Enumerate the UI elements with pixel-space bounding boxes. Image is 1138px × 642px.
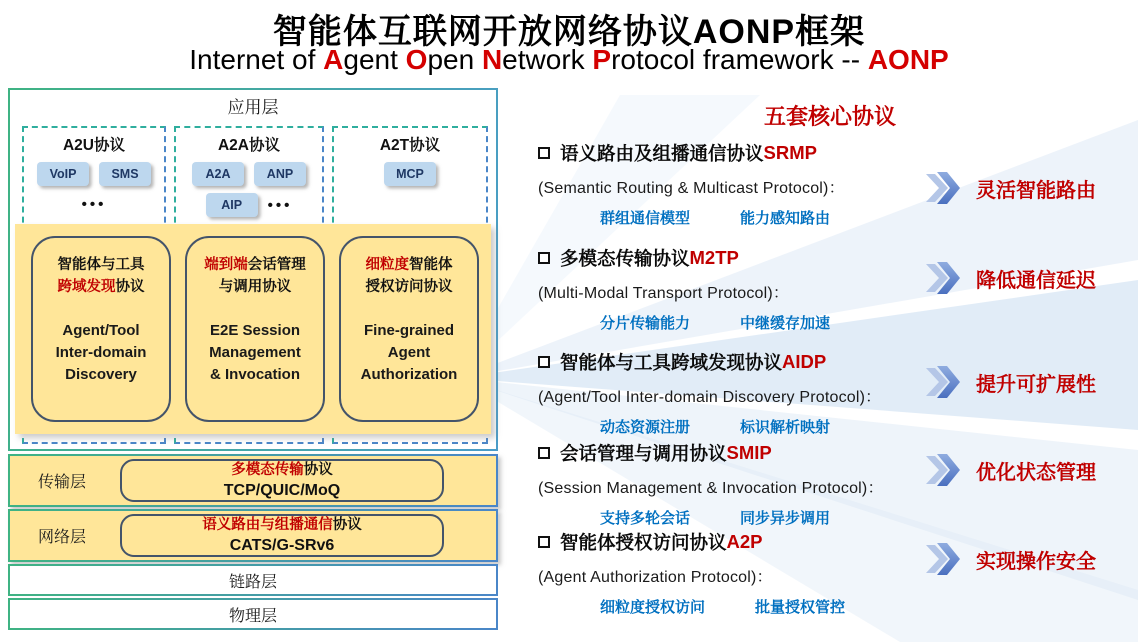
column-title: A2A协议 — [217, 137, 280, 154]
en-line: E2E Session — [209, 322, 301, 339]
item-english: (Multi-Modal Transport Protocol)： — [538, 285, 790, 302]
item-tag: 分片传输能力 — [600, 315, 691, 332]
link-layer-row — [8, 564, 498, 596]
benefit-label: 优化状态管理 — [976, 461, 1096, 484]
physical-layer-row — [8, 598, 498, 630]
item-tag: 中继缓存加速 — [740, 315, 831, 332]
layer-label: 网络层 — [38, 529, 87, 546]
double-chevron-icon — [926, 366, 960, 398]
item-english: (Session Management & Invocation Protocol)： — [538, 480, 884, 497]
item-english: (Agent Authorization Protocol)： — [538, 569, 773, 586]
outcome-smip — [926, 454, 1096, 486]
square-bullet-icon — [538, 147, 550, 159]
protocol-tech: TCP/QUIC/MoQ — [223, 482, 341, 499]
item-tag: 标识解析映射 — [740, 419, 831, 436]
zh-text-red: 跨域发现 — [57, 279, 116, 295]
column-title: A2U协议 — [62, 137, 125, 154]
protocol-chip: AIP — [206, 193, 258, 217]
ellipsis-icon: ••• — [81, 196, 107, 213]
benefit-label: 实现操作安全 — [976, 550, 1096, 573]
item-tag: 细粒度授权访问 — [600, 599, 706, 616]
benefit-label: 灵活智能路由 — [976, 179, 1096, 202]
item-tag: 批量授权管控 — [755, 599, 846, 616]
en-line: Authorization — [360, 366, 458, 383]
subtitle-segment-red: P — [592, 44, 612, 75]
subtitle-segment: rotocol framework -- — [611, 44, 868, 75]
subtitle-segment-red: A — [323, 44, 344, 75]
item-tags — [600, 416, 938, 437]
en-line: Discovery — [65, 366, 137, 383]
application-layer-box — [8, 88, 498, 451]
en-line: & Invocation — [209, 366, 300, 383]
outcome-srmp — [926, 172, 1096, 204]
item-english: (Agent/Tool Inter-domain Discovery Protocol)： — [538, 389, 882, 406]
subtitle-segment: pen — [427, 44, 482, 75]
item-title — [538, 349, 938, 375]
item-title — [538, 245, 938, 271]
ellipsis-icon: ••• — [267, 196, 293, 214]
protocol-name-red: 多模态传输 — [231, 462, 304, 478]
chip-row — [192, 162, 306, 186]
item-tag: 支持多轮会话 — [600, 510, 691, 527]
protocol-box-zh — [204, 254, 306, 298]
subtitle-segment: gent — [343, 44, 406, 75]
layer-label: 物理层 — [228, 607, 277, 625]
protocol-box-en — [361, 320, 458, 386]
item-tag: 同步异步调用 — [740, 510, 831, 527]
item-tags — [600, 312, 938, 333]
protocol-chip: ANP — [254, 162, 306, 186]
zh-text: 与调用协议 — [218, 279, 292, 295]
item-tags — [600, 207, 938, 228]
item-title-zh: 会话管理与调用协议 — [560, 443, 727, 464]
network-layer-row — [8, 509, 498, 562]
protocol-item-a2p — [538, 529, 938, 617]
square-bullet-icon — [538, 356, 550, 368]
item-tag: 群组通信模型 — [600, 210, 691, 227]
zh-text: 会话管理 — [247, 257, 306, 273]
network-protocol-box — [120, 514, 444, 557]
item-title-zh: 智能体授权访问协议 — [560, 532, 727, 553]
chip-row — [206, 193, 293, 217]
protocol-name-suffix: 协议 — [332, 517, 362, 533]
protocol-name — [231, 460, 333, 480]
page-title: 智能体互联网开放网络协议AONP框架 — [272, 13, 866, 51]
protocol-name-suffix: 协议 — [303, 462, 333, 478]
protocol-box-authorization — [339, 236, 479, 422]
item-english: (Semantic Routing & Multicast Protocol)： — [538, 180, 845, 197]
benefit-label: 降低通信延迟 — [976, 269, 1096, 292]
square-bullet-icon — [538, 536, 550, 548]
zh-text-red: 端到端 — [204, 257, 248, 273]
outcome-m2tp — [926, 262, 1096, 294]
double-chevron-icon — [926, 543, 960, 575]
item-abbr: SMIP — [726, 442, 772, 463]
subtitle-segment-red: N — [481, 44, 503, 75]
item-tag: 动态资源注册 — [600, 419, 691, 436]
protocol-box-zh — [366, 254, 453, 298]
protocol-chip: MCP — [384, 162, 436, 186]
benefit-label: 提升可扩展性 — [976, 373, 1096, 396]
outcome-aidp — [926, 366, 1096, 398]
zh-text-red: 细粒度 — [365, 257, 409, 273]
transport-protocol-box — [120, 459, 444, 502]
protocol-item-aidp — [538, 349, 938, 437]
chip-row — [384, 162, 436, 186]
protocol-box-session — [185, 236, 325, 422]
square-bullet-icon — [538, 447, 550, 459]
protocol-chip: SMS — [99, 162, 151, 186]
transport-layer-row — [8, 454, 498, 507]
zh-text: 智能体 — [409, 257, 453, 273]
core-protocol-panel — [15, 224, 491, 434]
double-chevron-icon — [926, 172, 960, 204]
item-title — [538, 440, 938, 466]
layer-label: 链路层 — [228, 573, 277, 591]
double-chevron-icon — [926, 262, 960, 294]
protocol-item-smip — [538, 440, 938, 528]
subtitle-abbr: AONP — [867, 44, 949, 75]
protocol-box-en — [56, 320, 147, 386]
protocol-name-red: 语义路由与组播通信 — [202, 517, 333, 533]
application-layer-label: 应用层 — [227, 98, 279, 117]
outcome-a2p — [926, 543, 1096, 575]
en-line: Agent — [387, 344, 431, 361]
chip-row — [37, 162, 151, 186]
protocol-tech: CATS/G-SRv6 — [229, 537, 335, 554]
protocol-box-discovery — [31, 236, 171, 422]
item-tags — [600, 507, 938, 528]
en-line: Agent/Tool — [62, 322, 140, 339]
protocol-name — [202, 515, 362, 535]
en-line: Fine-grained — [363, 322, 454, 339]
subtitle-segment: etwork — [502, 44, 593, 75]
column-title: A2T协议 — [379, 137, 441, 154]
zh-text: 智能体与工具 — [57, 257, 145, 273]
item-title — [538, 140, 938, 166]
layer-label: 传输层 — [38, 474, 87, 491]
en-line: Management — [209, 344, 301, 361]
item-title-zh: 语义路由及组播通信协议 — [560, 143, 764, 164]
item-title — [538, 529, 938, 555]
zh-text: 授权访问协议 — [365, 279, 453, 295]
item-abbr: AIDP — [782, 351, 827, 372]
item-tag: 能力感知路由 — [740, 210, 831, 227]
item-abbr: A2P — [726, 531, 763, 552]
protocol-box-en — [209, 320, 301, 386]
item-title-zh: 智能体与工具跨域发现协议 — [560, 352, 783, 373]
protocol-box-zh — [58, 254, 145, 298]
protocol-chip: VoIP — [37, 162, 89, 186]
page-subtitle — [0, 44, 1138, 76]
item-abbr: M2TP — [689, 247, 739, 268]
item-tags — [600, 596, 938, 617]
square-bullet-icon — [538, 252, 550, 264]
item-abbr: SRMP — [763, 142, 817, 163]
subtitle-segment: Internet of — [189, 44, 324, 75]
protocol-item-m2tp — [538, 245, 938, 333]
subtitle-segment-red: O — [405, 44, 428, 75]
protocol-chip: A2A — [192, 162, 244, 186]
protocol-item-srmp — [538, 140, 938, 228]
double-chevron-icon — [926, 454, 960, 486]
item-title-zh: 多模态传输协议 — [560, 248, 690, 269]
zh-text: 协议 — [115, 279, 145, 295]
en-line: Inter-domain — [55, 344, 147, 361]
right-heading: 五套核心协议 — [763, 104, 896, 129]
